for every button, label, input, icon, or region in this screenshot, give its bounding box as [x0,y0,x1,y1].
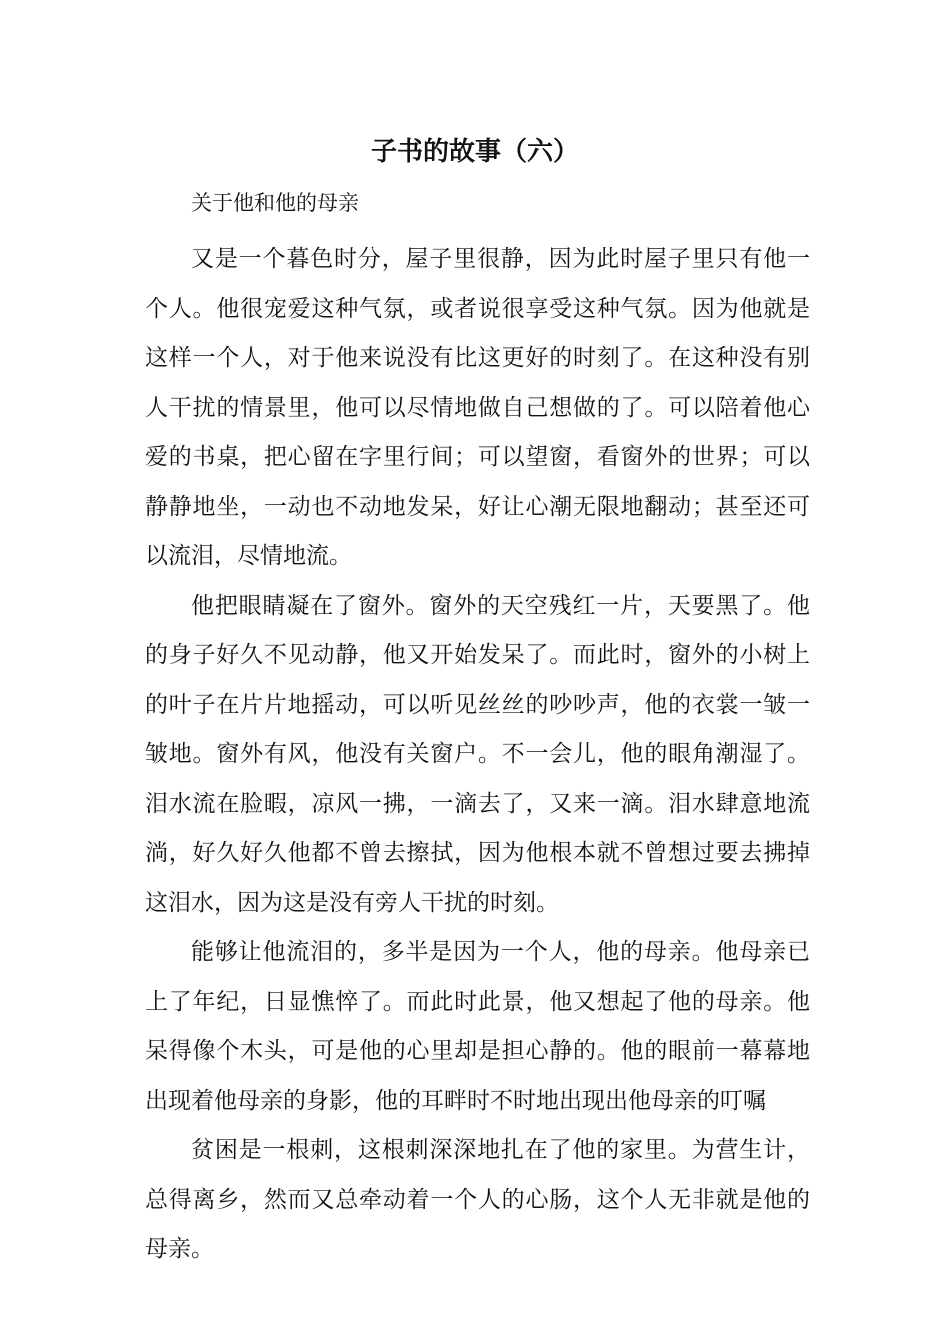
paragraph-4: 贫困是一根刺，这根刺深深地扎在了他的家里。为营生计，总得离乡，然而又总牵动着一个人的心肠，这个人无非就是他的母亲。 [145,1137,810,1262]
paragraph-1: 又是一个暮色时分，屋子里很静，因为此时屋子里只有他一个人。他很宠爱这种气氛，或者说很享受这种气氛。因为他就是这样一个人，对于他来说没有比这更好的时刻了。在这种没有别人干扰的情景里，他可以尽情地做自己想做的了。可以陪着他心爱的书桌，把心留在字里行间；可以望窗，看窗外的世界；可以静静地坐，一动也不动地发呆，好让心潮无限地翻动；甚至还可以流泪，尽情地流。 [145,246,810,569]
paragraph-3: 能够让他流泪的，多半是因为一个人，他的母亲。他母亲已上了年纪，日显憔悴了。而此时此景，他又想起了他的母亲。他呆得像个木头，可是他的心里却是担心静的。他的眼前一幕幕地出现着他母亲的身影，他的耳畔时不时地出现出他母亲的叮嘱 [145,939,810,1114]
document-body [145,183,810,1275]
document-title: 子书的故事（六） [370,137,579,167]
paragraph-2: 他把眼睛凝在了窗外。窗外的天空残红一片，天要黑了。他的身子好久不见动静，他又开始发呆了。而此时，窗外的小树上的叶子在片片地摇动，可以听见丝丝的吵吵声，他的衣裳一皱一皱地。窗外有风，他没有关窗户。不一会儿，他的眼角潮湿了。泪水流在脸暇，凉风一拂，一滴去了，又来一滴。泪水肆意地流淌，好久好久他都不曾去擦拭，因为他根本就不曾想过要去拂掉这泪水，因为这是没有旁人干扰的时刻。 [145,592,810,916]
document-subtitle: 关于他和他的母亲 [191,191,359,215]
